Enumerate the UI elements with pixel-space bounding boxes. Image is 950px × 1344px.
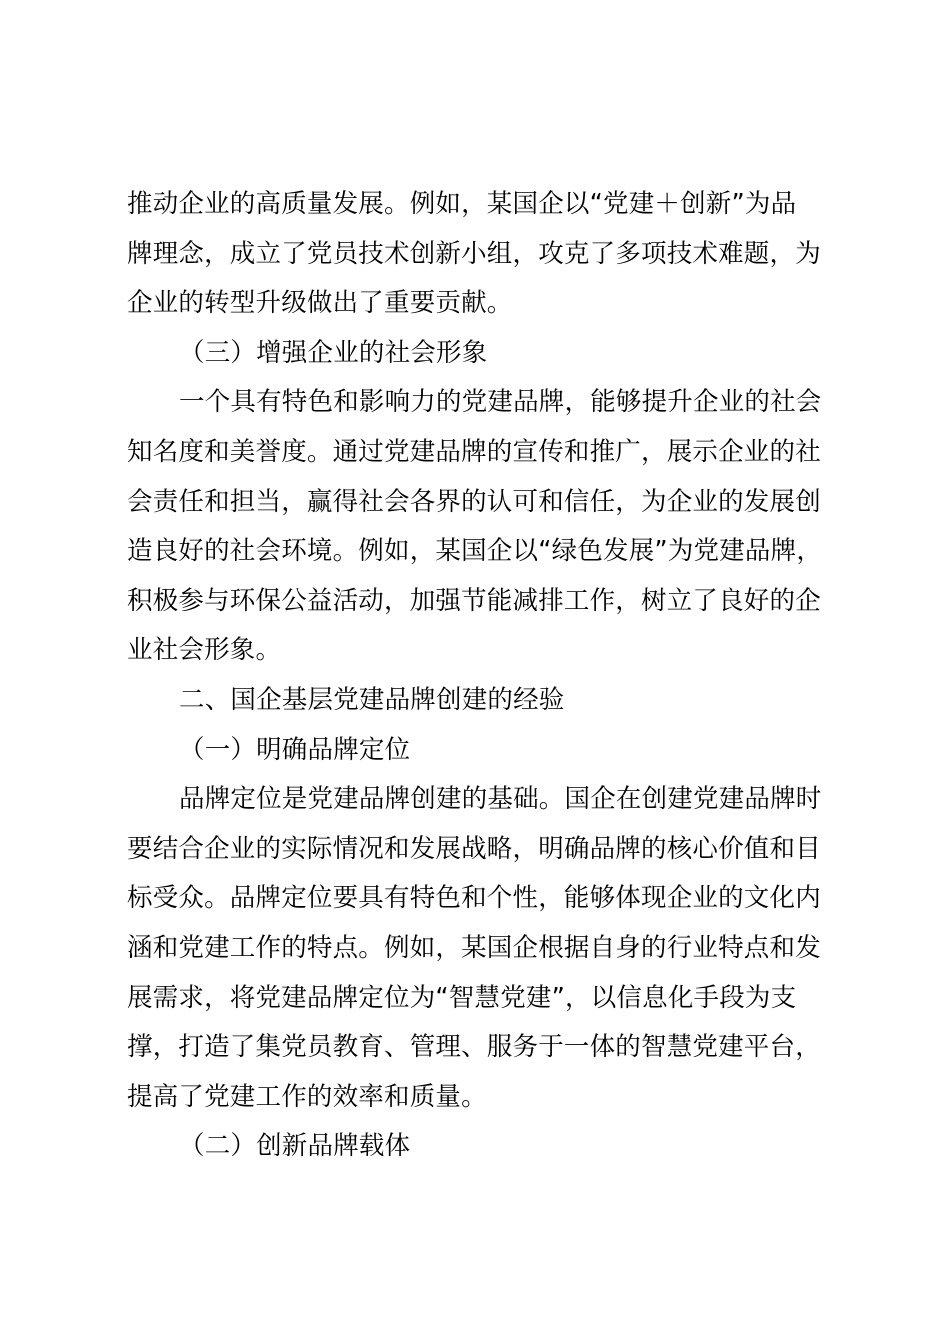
text-line: 涵和党建工作的特点。例如，某国企根据自身的行业特点和发 [127, 932, 821, 963]
text-line: 提高了党建工作的效率和质量。 [127, 1081, 487, 1112]
section-heading: （一）明确品牌定位 [179, 734, 411, 765]
text-line: 一个具有特色和影响力的党建品牌，能够提升企业的社会 [179, 387, 822, 418]
text-line: 撑，打造了集党员教育、管理、服务于一体的智慧党建平台， [127, 1032, 821, 1063]
text-line: 造良好的社会环境。例如，某国企以“绿色发展”为党建品牌， [127, 536, 823, 567]
section-heading: （二）创新品牌载体 [179, 1131, 411, 1162]
chapter-heading: 二、国企基层党建品牌创建的经验 [179, 684, 565, 715]
text-line: 业社会形象。 [127, 635, 282, 666]
section-heading: （三）增强企业的社会形象 [179, 337, 488, 368]
text-line: 推动企业的高质量发展。例如，某国企以“党建＋创新”为品 [127, 189, 797, 219]
text-line: 要结合企业的实际情况和发展战略，明确品牌的核心价值和目 [127, 833, 821, 864]
text-line: 标受众。品牌定位要具有特色和个性，能够体现企业的文化内 [127, 883, 821, 914]
text-line: 知名度和美誉度。通过党建品牌的宣传和推广，展示企业的社 [127, 436, 821, 467]
document-body [127, 180, 837, 1172]
text-line: 会责任和担当，赢得社会各界的认可和信任，为企业的发展创 [127, 486, 821, 517]
text-line: 品牌定位是党建品牌创建的基础。国企在创建党建品牌时 [179, 784, 822, 815]
text-line: 积极参与环保公益活动，加强节能减排工作，树立了良好的企 [127, 585, 821, 616]
text-line: 牌理念，成立了党员技术创新小组，攻克了多项技术难题，为 [127, 238, 821, 269]
text-line: 企业的转型升级做出了重要贡献。 [127, 288, 513, 319]
text-line: 展需求，将党建品牌定位为“智慧党建”，以信息化手段为支 [127, 982, 797, 1013]
